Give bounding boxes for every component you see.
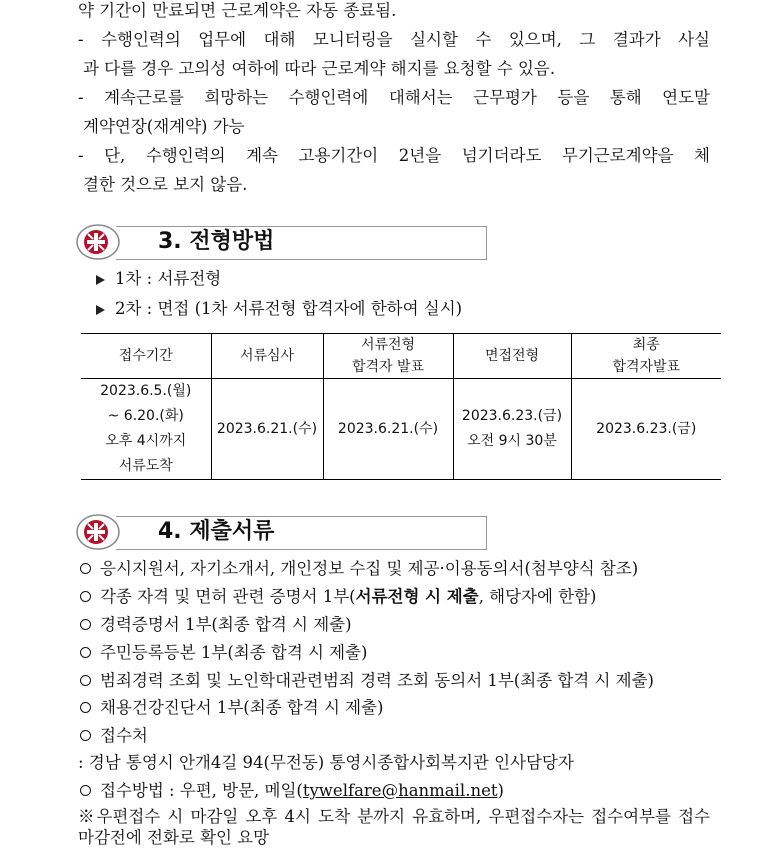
doc-item-1: 응시지원서, 자기소개서, 개인정보 수집 및 제공·이용동의서(첨부양식 참조) (80, 558, 638, 580)
header-application-period: 접수기간 (81, 334, 211, 379)
doc-item-2: 각종 자격 및 면허 관련 증명서 1부(서류전형 시 제출, 해당자에 한함) (80, 586, 597, 608)
cell-final-announce: 2023.6.23.(금) (571, 379, 721, 480)
section-4-title: 4. 제출서류 (158, 519, 275, 544)
circle-bullet-icon (80, 563, 91, 574)
email-link[interactable]: tywelfare@hanmail.net (302, 781, 498, 800)
caritas-logo-icon (76, 512, 120, 552)
doc-item-6: 채용건강진단서 1부(최종 합격 시 제출) (80, 697, 383, 719)
step-2-text: 2차 : 면접 (1차 서류전형 합격자에 한하여 실시) (115, 299, 463, 318)
section-4-header (76, 512, 488, 552)
cell-document-review: 2023.6.21.(수) (211, 379, 323, 480)
doc-item-3: 경력증명서 1부(최종 합격 시 제출) (80, 614, 352, 636)
step-1 (96, 268, 221, 290)
doc-item-5: 범죄경력 조회 및 노인학대관련범죄 경력 조회 동의서 1부(최종 합격 시 제출) (80, 670, 654, 692)
circle-bullet-icon (80, 730, 91, 741)
submission-method: 접수방법 : 우편, 방문, 메일(tywelfare@hanmail.net) (80, 780, 504, 802)
cell-interview: 2023.6.23.(금) 오전 9시 30분 (453, 379, 571, 480)
intro-line-5: 계약연장(재계약) 가능 (83, 117, 245, 136)
circle-bullet-icon (80, 785, 91, 796)
intro-line-1: 약 기간이 만료되면 근로계약은 자동 종료됨. (78, 1, 397, 20)
circle-bullet-icon (80, 647, 91, 658)
intro-line-6: - 단, 수행인력의 계속 고용기간이 2년을 넘기더라도 무기근로계약을 체 (78, 146, 710, 165)
header-document-review: 서류심사 (211, 334, 323, 379)
circle-bullet-icon (80, 702, 91, 713)
intro-line-3: 과 다를 경우 고의성 여하에 따라 근로계약 해지를 요청할 수 있음. (83, 59, 556, 78)
step-2 (96, 298, 462, 320)
triangle-bullet-icon (96, 305, 105, 315)
circle-bullet-icon (80, 675, 91, 686)
table-header-row (81, 334, 721, 379)
header-final-announce: 최종 합격자발표 (571, 334, 721, 379)
bold-emphasis: 서류전형 시 제출 (355, 587, 479, 606)
address-line: : 경남 통영시 안개4길 94(무전동) 통영시종합사회복지관 인사담당자 (78, 753, 574, 772)
schedule-table (81, 333, 721, 480)
section-3-header (76, 222, 488, 262)
cell-application-period: 2023.6.5.(월) ~ 6.20.(화) 오후 4시까지 서류도착 (81, 379, 211, 480)
circle-bullet-icon (80, 591, 91, 602)
caritas-logo-icon (76, 222, 120, 262)
cell-doc-pass-announce: 2023.6.21.(수) (323, 379, 453, 480)
section-3-title: 3. 전형방법 (158, 229, 275, 254)
intro-line-2: - 수행인력의 업무에 대해 모니터링을 실시할 수 있으며, 그 결과가 사실 (78, 30, 710, 49)
note-line-1: ※우편접수 시 마감일 오후 4시 도착 분까지 유효하며, 우편접수자는 접수여부를 접수 (78, 807, 710, 826)
doc-item-4: 주민등록등본 1부(최종 합격 시 제출) (80, 642, 368, 664)
triangle-bullet-icon (96, 275, 105, 285)
header-doc-pass-announce: 서류전형 합격자 발표 (323, 334, 453, 379)
note-line-2: 마감전에 전화로 확인 요망 (78, 828, 270, 847)
step-1-text: 1차 : 서류전형 (115, 269, 222, 288)
header-interview: 면접전형 (453, 334, 571, 379)
intro-line-7: 결한 것으로 보지 않음. (83, 175, 248, 194)
doc-item-7: 접수처 (80, 725, 148, 747)
circle-bullet-icon (80, 619, 91, 630)
intro-line-4: - 계속근로를 희망하는 수행인력에 대해서는 근무평가 등을 통해 연도말 (78, 88, 710, 107)
table-row (81, 379, 721, 480)
